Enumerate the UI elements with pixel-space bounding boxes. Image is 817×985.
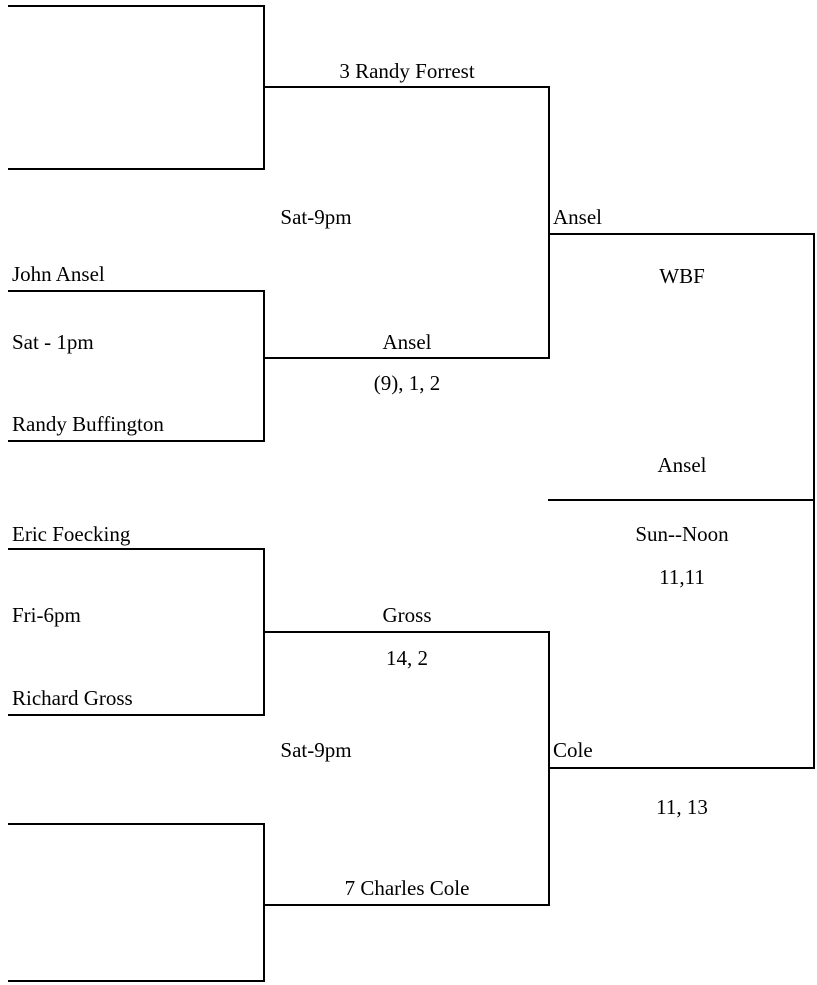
bracket-line — [263, 86, 550, 88]
player-name: Eric Foecking — [12, 522, 131, 546]
bracket-line — [8, 290, 265, 292]
match-score: 11,11 — [659, 565, 705, 589]
player-name: Randy Buffington — [12, 412, 164, 436]
player-name: Ansel — [553, 205, 602, 229]
player-name: Ansel — [657, 453, 707, 477]
bracket-line — [548, 767, 815, 769]
match-time: Sat-9pm — [280, 205, 352, 229]
bracket-line — [263, 357, 550, 359]
match-time: Sat-9pm — [280, 738, 352, 762]
bracket-line — [263, 904, 550, 906]
bracket-line — [8, 5, 265, 7]
player-name: Gross — [382, 603, 432, 627]
player-name: John Ansel — [12, 262, 105, 286]
bracket-line — [263, 631, 550, 633]
bracket-line — [813, 233, 815, 768]
bracket-line — [8, 980, 265, 982]
player-name: Ansel — [382, 330, 432, 354]
player-name: 7 Charles Cole — [344, 876, 470, 900]
player-name: Richard Gross — [12, 686, 133, 710]
bracket-line — [8, 548, 265, 550]
match-time: Sat - 1pm — [12, 330, 94, 354]
bracket-line — [8, 168, 265, 170]
player-name: Cole — [553, 738, 593, 762]
bracket-line — [548, 499, 815, 501]
match-score: 11, 13 — [656, 795, 708, 819]
bracket-line — [548, 233, 815, 235]
bracket-label: WBF — [659, 264, 705, 288]
bracket-line — [263, 823, 265, 981]
bracket-line — [8, 823, 265, 825]
bracket-line — [548, 86, 550, 358]
player-name: 3 Randy Forrest — [339, 59, 475, 83]
bracket-line — [263, 290, 265, 441]
match-score: 14, 2 — [386, 646, 428, 670]
match-score: (9), 1, 2 — [373, 371, 441, 395]
bracket-line — [8, 714, 265, 716]
bracket-line — [8, 440, 265, 442]
match-time: Fri-6pm — [12, 603, 81, 627]
match-time: Sun--Noon — [635, 522, 729, 546]
